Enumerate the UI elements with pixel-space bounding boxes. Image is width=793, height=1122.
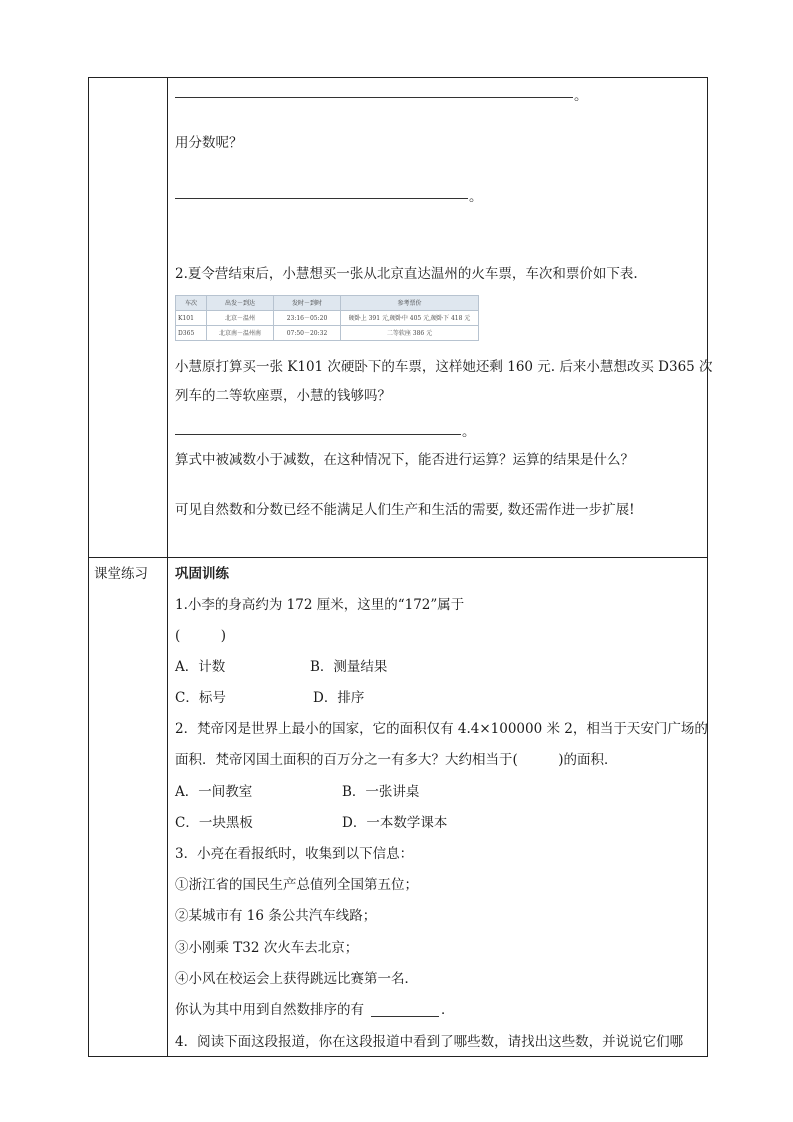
header-train: 车次 [176,296,207,311]
exercise-3-item-2: ②某城市有 16 条公共汽车线路； [175,908,377,924]
exercise-2-option-c: C．一块黑板 [175,815,253,831]
exercise-3-item-3: ③小刚乘 T32 次火车去北京； [175,940,359,956]
cell-time: 07:50－20:32 [274,326,341,341]
end-mark-2: 。 [469,189,483,205]
question-fraction: 用分数呢？ [175,135,243,151]
section-heading: 巩固训练 [175,566,229,582]
exercise-1-option-b: B．测量结果 [310,659,388,675]
exercise-3-end-mark: ． [441,1002,455,1018]
cell-route: 北京南－温州南 [207,326,274,341]
cell-train: D365 [176,326,207,341]
exercise-2-stem-line-2: 面积．梵帝冈国土面积的百万分之一有多大？大约相当于( )的面积． [175,752,618,768]
answer-blank-3[interactable] [175,434,461,435]
cell-time: 23:16－05:20 [274,311,341,326]
cell-train: K101 [176,311,207,326]
exercise-2-option-b: B．一张讲桌 [342,784,420,800]
header-route: 出发－到达 [207,296,274,311]
exercise-2-option-a: A．一间教室 [175,784,253,800]
exercise-3-ask: 你认为其中用到自然数排序的有 [175,1002,364,1018]
exercise-3-answer-blank[interactable] [371,1016,439,1017]
table-header-row [176,296,479,311]
column-divider [167,77,168,1057]
exercise-4-stem: 4．阅读下面这段报道，你在这段报道中看到了哪些数，请找出这些数，并说说它们哪 [175,1034,684,1050]
exercise-1-option-d: D．排序 [313,690,365,706]
row-divider [88,557,708,558]
cell-price: 硬卧上 391 元,硬卧中 405 元,硬卧下 418 元 [341,311,479,326]
exercise-2-stem-line-1: 2．梵帝冈是世界上最小的国家，它的面积仅有 4.4×100000 米 2，相当于天安门广场的 [175,721,708,737]
exercise-3-stem: 3．小亮在看报纸时，收集到以下信息： [175,846,414,862]
question-2-text-line-1: 小慧原打算买一张 K101 次硬卧下的车票，这样她还剩 160 元. 后来小慧想改买 D365 次 [175,359,713,375]
exercise-1-answer-paren: ( ) [175,628,227,644]
end-mark-3: 。 [462,424,476,440]
exercise-1-option-a: A．计数 [175,659,226,675]
header-price: 参考票价 [341,296,479,311]
answer-blank-2[interactable] [175,198,468,199]
question-2-intro: 2.夏令营结束后，小慧想买一张从北京直达温州的火车票，车次和票价如下表. [175,266,638,282]
question-2-text-line-2: 列车的二等软座票，小慧的钱够吗？ [175,388,391,404]
question-3: 算式中被减数小于减数，在这种情况下，能否进行运算？运算的结果是什么？ [175,452,634,468]
exercise-3-item-4: ④小风在校运会上获得跳远比赛第一名． [175,971,418,987]
conclusion-text: 可见自然数和分数已经不能满足人们生产和生活的需要, 数还需作进一步扩展! [175,502,635,518]
header-time: 发时－到时 [274,296,341,311]
exercise-1-stem: 1.小李的身高约为 172 厘米，这里的“172”属于 [175,597,465,613]
train-ticket-table [175,295,479,341]
exercise-3-item-1: ①浙江省的国民生产总值列全国第五位； [175,877,418,893]
cell-route: 北京－温州 [207,311,274,326]
exercise-1-option-c: C．标号 [175,690,226,706]
end-mark-1: 。 [574,88,588,104]
table-row [176,326,479,341]
exercise-2-option-d: D．一本数学课本 [342,815,448,831]
answer-blank-1[interactable] [175,97,573,98]
table-row [176,311,479,326]
cell-price: 二等软座 386 元 [341,326,479,341]
section-label-classroom-practice: 课堂练习 [94,566,148,582]
